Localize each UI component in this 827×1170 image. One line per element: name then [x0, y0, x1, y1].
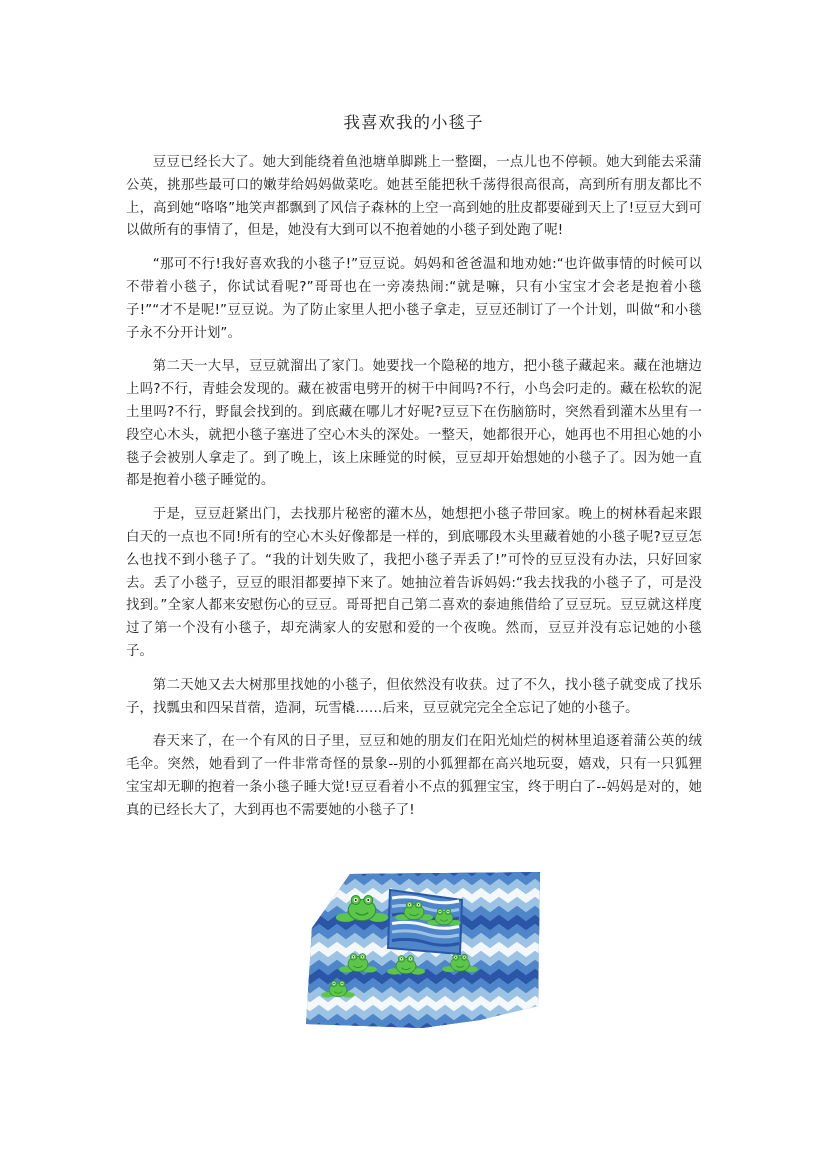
paragraph: 于是，豆豆赶紧出门，去找那片秘密的灌木丛，她想把小毯子带回家。晚上的树林看起来跟白天的一点也不同!所有的空心木头好像都是一样的，到底哪段木头里藏着她的小毯子呢?豆豆怎么也找不到小毯子了。“我的计划失败了，我把小毯子弄丢了!”可怜的豆豆没有办法，只好回家去。丢了小毯子，豆豆的眼泪都要掉下来了。她抽泣着告诉妈妈:“我去找我的小毯子了，可是没找到。”全家人都来安慰伤心的豆豆。哥哥把自己第二喜欢的泰迪熊借给了豆豆玩。豆豆就这样度过了第一个没有小毯子，却充满家人的安慰和爱的一个夜晚。然而，豆豆并没有忘记她的小毯子。: [126, 507, 702, 659]
frog-blanket-illustration: [302, 868, 542, 1030]
paragraph: “那可不行!我好喜欢我的小毯子!”豆豆说。妈妈和爸爸温和地劝她:“也许做事情的时候可以不带着小毯子，你试试看呢?”哥哥也在一旁凑热闹:“就是嘛，只有小宝宝才会老是抱着小毯子!”“才不是呢!”豆豆说。为了防止家里人把小毯子拿走，豆豆还制订了一个计划，叫做“和小毯子永不分开计划”。: [126, 257, 702, 341]
paragraph: 第二天一大早，豆豆就溜出了家门。她要找一个隐秘的地方，把小毯子藏起来。藏在池塘边上吗?不行，青蛙会发现的。藏在被雷电劈开的树干中间吗?不行，小鸟会叼走的。藏在松软的泥土里吗?不行，野鼠会找到的。到底藏在哪儿才好呢?豆豆下在伤脑筋时，突然看到灌木丛里有一段空心木头，就把小毯子塞进了空心木头的深处。一整天，她都很开心，她再也不用担心她的小毯子会被别人拿走了。到了晚上，该上床睡觉的时候，豆豆却开始想她的小毯子了。因为她一直都是抱着小毯子睡觉的。: [126, 359, 702, 489]
document-title: 我喜欢我的小毯子: [343, 113, 484, 132]
document-body: [126, 152, 702, 834]
paragraph: 豆豆已经长大了。她大到能绕着鱼池塘单脚跳上一整圈，一点儿也不停顿。她大到能去采蒲公英，挑那些最可口的嫩芽给妈妈做菜吃。她甚至能把秋千荡得很高很高，高到所有朋友都比不上，高到她“咯咯”地笑声都飘到了风信子森林的上空一高到她的肚皮都要碰到天上了!豆豆大到可以做所有的事情了，但是，她没有大到可以不抱着她的小毯子到处跑了呢!: [126, 155, 702, 239]
paragraph: 春天来了，在一个有风的日子里，豆豆和她的朋友们在阳光灿烂的树林里追逐着蒲公英的绒毛伞。突然，她看到了一件非常奇怪的景象--别的小狐狸都在高兴地玩耍，嬉戏，只有一只狐狸宝宝却无聊的抱着一条小毯子睡大觉!豆豆看着小不点的狐狸宝宝，终于明白了--妈妈是对的，她真的已经长大了，大到再也不需要她的小毯子了!: [126, 734, 702, 818]
paragraph: 第二天她又去大树那里找她的小毯子，但依然没有收获。过了不久，找小毯子就变成了找乐子，找瓢虫和四呆苜蓿，造洞，玩雪橇……后来，豆豆就完完全全忘记了她的小毯子。: [126, 677, 702, 716]
